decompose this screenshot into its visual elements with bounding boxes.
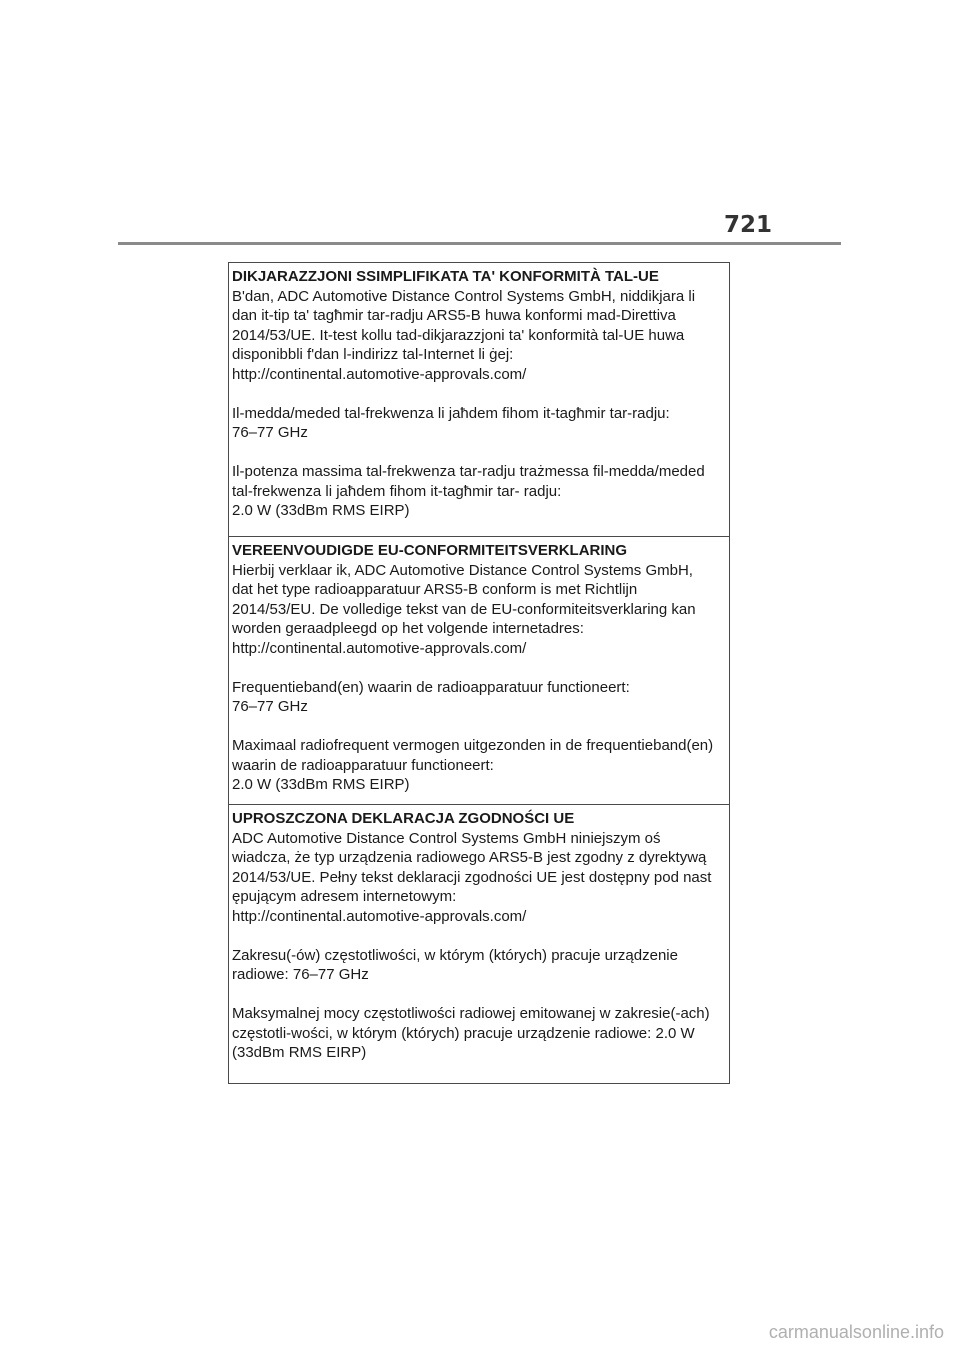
text-line: dan it-tip ta' tagħmir tar-radju ARS5-B huwa konformi mad-Direttiva: [232, 307, 676, 324]
text-line: 2014/53/UE. It-test kollu tad-dikjarazzjoni ta' konformità tal-UE huwa: [232, 326, 685, 344]
paragraph: [232, 1004, 726, 1063]
text-line: Frequentieband(en) waarin de radioapparatuur functioneert:: [232, 678, 630, 696]
paragraph-gap: [232, 658, 726, 678]
text-line: 76–77 GHz: [232, 424, 308, 441]
paragraph-gap: [232, 384, 726, 404]
paragraph-gap: [232, 443, 726, 463]
text-line: 2014/53/UE. Pełny tekst deklaracji zgodności UE jest dostępny pod nast: [232, 868, 712, 886]
text-line: worden geraadpleegd op het volgende internetadres:: [232, 620, 584, 637]
text-line: częstotli-wości, w którym (których) pracuje urządzenie radiowe: 2.0 W: [232, 1024, 695, 1042]
section-maltese: [229, 263, 729, 537]
text-line: Il-potenza massima tal-frekwenza tar-radju trażmessa fil-medda/meded: [232, 463, 705, 480]
text-line: Hierbij verklaar ik, ADC Automotive Distance Control Systems GmbH,: [232, 561, 693, 579]
section-dutch: [229, 537, 729, 805]
url-text: http://continental.automotive-approvals.com/: [232, 639, 527, 657]
paragraph: [232, 404, 726, 443]
section-title: DIKJARAZZJONI SSIMPLIFIKATA TA' KONFORMITÀ TAL-UE: [232, 268, 659, 285]
paragraph: [232, 736, 726, 795]
paragraph-gap: [232, 717, 726, 737]
paragraph: [232, 946, 726, 985]
text-line: Maksymalnej mocy częstotliwości radiowej emitowanej w zakresie(-ach): [232, 1005, 710, 1022]
text-line: (33dBm RMS EIRP): [232, 1044, 367, 1061]
header-rule: [118, 242, 841, 245]
paragraph: [232, 561, 726, 659]
text-line: 76–77 GHz: [232, 698, 308, 715]
section-polish: [229, 805, 729, 1083]
paragraph: [232, 462, 726, 521]
text-line: 2014/53/EU. De volledige tekst van de EU-conformiteitsverklaring kan: [232, 600, 696, 618]
paragraph: [232, 678, 726, 717]
paragraph: [232, 829, 726, 927]
section-title: UPROSZCZONA DEKLARACJA ZGODNOŚCI UE: [232, 810, 575, 827]
text-line: waarin de radioapparatuur functioneert:: [232, 756, 494, 774]
text-line: 2.0 W (33dBm RMS EIRP): [232, 502, 410, 519]
paragraph: [232, 287, 726, 385]
text-line: Zakresu(-ów) częstotliwości, w którym (których) pracuje urządzenie: [232, 946, 678, 964]
text-line: ępującym adresem internetowym:: [232, 888, 457, 905]
text-line: tal-frekwenza li jaħdem fihom it-tagħmir tar- radju:: [232, 482, 562, 500]
text-line: wiadcza, że typ urządzenia radiowego ARS5-B jest zgodny z dyrektywą: [232, 849, 707, 866]
paragraph-gap: [232, 926, 726, 946]
text-line: Il-medda/meded tal-frekwenza li jaħdem fihom it-tagħmir tar-radju:: [232, 404, 670, 422]
url-text: http://continental.automotive-approvals.com/: [232, 365, 527, 383]
declaration-box: [228, 262, 730, 1084]
text-line: disponibbli f'dan l-indirizz tal-Internet li ġej:: [232, 346, 514, 363]
text-line: 2.0 W (33dBm RMS EIRP): [232, 776, 410, 793]
text-line: radiowe: 76–77 GHz: [232, 966, 369, 983]
url-text: http://continental.automotive-approvals.com/: [232, 907, 527, 925]
text-line: dat het type radioapparatuur ARS5-B conform is met Richtlijn: [232, 581, 638, 598]
page-number: 721: [723, 212, 772, 238]
paragraph-gap: [232, 985, 726, 1005]
text-line: B'dan, ADC Automotive Distance Control Systems GmbH, niddikjara li: [232, 287, 696, 305]
section-title: VEREENVOUDIGDE EU-CONFORMITEITSVERKLARING: [232, 542, 628, 559]
footer-watermark: carmanualsonline.info: [768, 1322, 944, 1342]
text-line: Maximaal radiofrequent vermogen uitgezonden in de frequentieband(en): [232, 737, 714, 754]
text-line: ADC Automotive Distance Control Systems GmbH niniejszym oś: [232, 829, 661, 847]
